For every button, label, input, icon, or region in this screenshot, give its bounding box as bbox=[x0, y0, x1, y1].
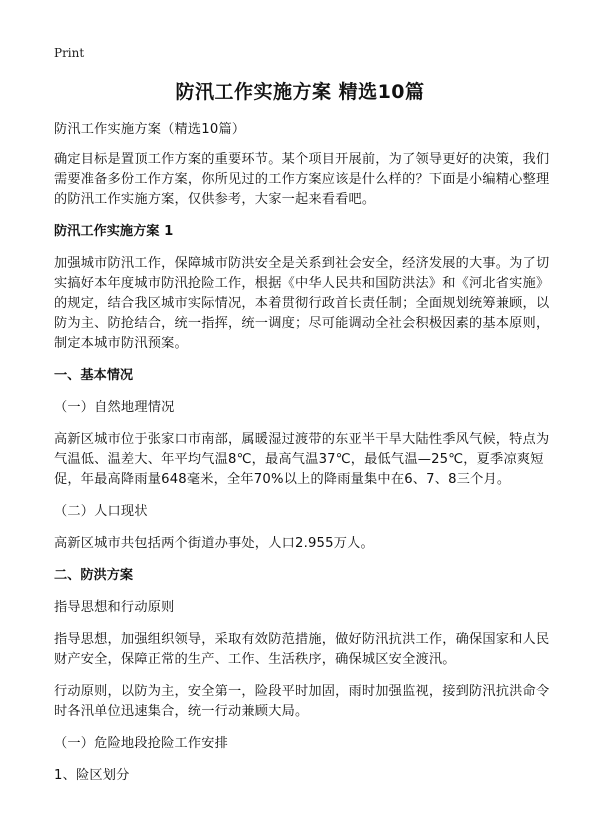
intro-paragraph: 确定目标是置顶工作方案的重要环节。某个项目开展前，为了领导更好的决策，我们需要准备多份工作方案，你所见过的工作方案应该是什么样的？下面是小编精心整理的防汛工作实施方案，仅供参考，大家一起来看看吧。 bbox=[54, 152, 550, 207]
print-link[interactable]: Print bbox=[54, 46, 85, 60]
document-subtitle: 防汛工作实施方案（精选10篇） bbox=[54, 122, 246, 137]
section1-heading: 防汛工作实施方案 1 bbox=[54, 224, 174, 239]
document-body bbox=[54, 120, 554, 798]
guiding-paragraph: 指导思想，加强组织领导，采取有效防范措施，做好防汛抗洪工作，确保国家和人民财产安全，保障正常的生产、工作、生活秩序，确保城区安全渡汛。 bbox=[54, 632, 550, 667]
zone-heading: 1、险区划分 bbox=[54, 768, 130, 783]
action-paragraph: 行动原则，以防为主，安全第一，险段平时加固，雨时加强监视，接到防汛抗洪命令时各汛单位迅速集合，统一行动兼顾大局。 bbox=[54, 684, 550, 719]
flood-plan-heading: 二、防洪方案 bbox=[54, 568, 134, 583]
guiding-heading: 指导思想和行动原则 bbox=[54, 600, 175, 615]
population-paragraph: 高新区城市共包括两个街道办事处，人口2.955万人。 bbox=[54, 536, 374, 551]
section1-paragraph: 加强城市防汛工作，保障城市防洪安全是关系到社会安全，经济发展的大事。为了切实搞好本年度城市防汛抢险工作，根据《中华人民共和国防洪法》和《河北省实施》的规定，结合我区城市实际情况，本着贯彻行政首长责任制；全面规划统筹兼顾，以防为主、防抢结合，统一指挥，统一调度；尽可能调动全社会积极因素的基本原则，制定本城市防汛预案。 bbox=[54, 256, 550, 351]
nature-heading: （一）自然地理情况 bbox=[54, 400, 175, 415]
page-title: 防汛工作实施方案 精选10篇 bbox=[175, 81, 425, 103]
danger-heading: （一）危险地段抢险工作安排 bbox=[54, 736, 229, 751]
basic-info-heading: 一、基本情况 bbox=[54, 368, 134, 383]
population-heading: （二）人口现状 bbox=[54, 504, 148, 519]
nature-paragraph: 高新区城市位于张家口市南部，属暖湿过渡带的东亚半干旱大陆性季风气候，特点为气温低、温差大、年平均气温8℃，最高气温37℃，最低气温—25℃，夏季凉爽短促，年最高降雨量648毫米，全年70%以上的降雨量集中在6、7、8三个月。 bbox=[54, 432, 550, 487]
